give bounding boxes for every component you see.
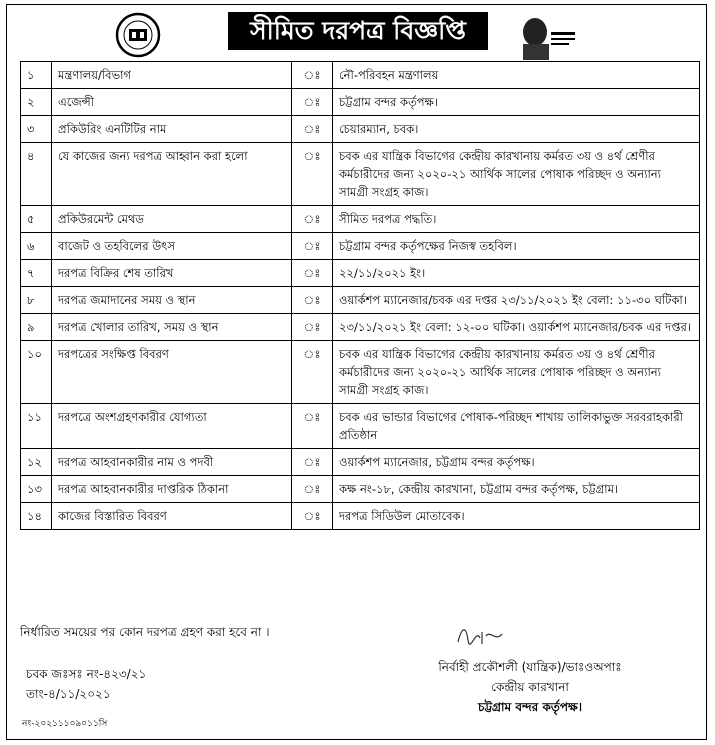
reference-number: নং-২০২১১১০৯০১১সি (22, 719, 108, 729)
memo-number: চবক জঃসঃ নং-৪২৩/২১ (26, 667, 147, 681)
row-value: কক্ষ নং-১৮, কেন্দ্রীয় কারখানা, চট্টগ্রাম বন্দর কর্তৃপক্ষ, চট্টগ্রাম। (333, 476, 700, 503)
portrait-image (515, 8, 579, 60)
row-value: ২২/১১/২০২১ ইং। (333, 260, 700, 287)
row-number: ১১ (21, 404, 52, 449)
table-row (21, 116, 700, 143)
signatory-office: কেন্দ্রীয় কারখানা (491, 680, 569, 694)
row-field: দরপত্র খোলার তারিখ, সময় ও স্থান (52, 314, 292, 341)
table-row (21, 449, 700, 476)
table-row (21, 503, 700, 530)
row-field: দরপত্র আহবানকারীর দাপ্তরিক ঠিকানা (52, 476, 292, 503)
row-colon: ঃ (292, 287, 333, 314)
row-field: দরপত্র জমাদানের সময় ও স্থান (52, 287, 292, 314)
signatory-block (380, 657, 680, 717)
row-value: দরপত্র সিডিউল মোতাবেক। (333, 503, 700, 530)
row-value: ওয়ার্কশপ ম্যানেজার, চট্টগ্রাম বন্দর কর্তৃপক্ষ। (333, 449, 700, 476)
row-field: যে কাজের জন্য দরপত্র আহ্বান করা হলো (52, 143, 292, 206)
row-number: ১৩ (21, 476, 52, 503)
notice-title: সীমিত দরপত্র বিজ্ঞপ্তি (228, 12, 488, 50)
row-number: ১০ (21, 341, 52, 404)
row-colon: ঃ (292, 89, 333, 116)
row-number: ৯ (21, 314, 52, 341)
signatory-organization: চট্টগ্রাম বন্দর কর্তৃপক্ষ। (478, 700, 582, 714)
table-row (21, 260, 700, 287)
row-value: সীমিত দরপত্র পদ্ধতি। (333, 206, 700, 233)
row-value: ওয়ার্কশপ ম্যানেজার/চবক এর দপ্তর ২৩/১১/২০২১ ইং বেলা: ১১-৩০ ঘটিকা। (333, 287, 700, 314)
table-row (21, 206, 700, 233)
table-row (21, 233, 700, 260)
row-colon: ঃ (292, 314, 333, 341)
row-colon: ঃ (292, 260, 333, 287)
memo-date: তাং-৪/১১/২০২১ (26, 687, 111, 701)
row-colon: ঃ (292, 62, 333, 89)
row-number: ১২ (21, 449, 52, 476)
row-value: নৌ-পরিবহন মন্ত্রণালয় (333, 62, 700, 89)
table-row (21, 62, 700, 89)
row-number: ১ (21, 62, 52, 89)
row-field: প্রকিউরমেন্ট মেথড (52, 206, 292, 233)
row-value: চট্টগ্রাম বন্দর কর্তৃপক্ষ। (333, 89, 700, 116)
row-field: দরপত্রের সংক্ষিপ্ত বিবরণ (52, 341, 292, 404)
row-colon: ঃ (292, 404, 333, 449)
signature-image (452, 622, 512, 648)
row-colon: ঃ (292, 206, 333, 233)
row-field: দরপত্রে অংশগ্রহণকারীর যোগ্যতা (52, 404, 292, 449)
row-field: এজেন্সী (52, 89, 292, 116)
row-value: চবক এর ভান্ডার বিভাগের পোষাক-পরিচ্ছদ শাখায় তালিকাভুক্ত সরবরাহকারী প্রতিষ্ঠান (333, 404, 700, 449)
table-row (21, 404, 700, 449)
row-value: চট্টগ্রাম বন্দর কর্তৃপক্ষের নিজস্ব তহবিল। (333, 233, 700, 260)
table-row (21, 287, 700, 314)
table-row (21, 314, 700, 341)
row-number: ৬ (21, 233, 52, 260)
row-number: ৩ (21, 116, 52, 143)
row-colon: ঃ (292, 476, 333, 503)
memo-block (26, 664, 146, 704)
table-row (21, 143, 700, 206)
row-colon: ঃ (292, 233, 333, 260)
row-number: ১৪ (21, 503, 52, 530)
row-value: চবক এর যান্ত্রিক বিভাগের কেন্দ্রীয় কারখানায় কর্মরত ৩য় ও ৪র্থ শ্রেণীর কর্মচারীদের জন্য ২০২০-২১ আর্থিক সালের পোষাক পরিচ্ছদ ও অন্যান্য সামগ্রী সংগ্রহ কাজ। (333, 341, 700, 404)
row-colon: ঃ (292, 449, 333, 476)
row-field: বাজেট ও তহবিলের উৎস (52, 233, 292, 260)
row-colon: ঃ (292, 503, 333, 530)
row-colon: ঃ (292, 143, 333, 206)
table-row (21, 89, 700, 116)
table-row (21, 341, 700, 404)
row-number: ৭ (21, 260, 52, 287)
row-field: প্রকিউরিং এনটিটির নাম (52, 116, 292, 143)
row-field: দরপত্র আহবানকারীর নাম ও পদবী (52, 449, 292, 476)
row-number: ৮ (21, 287, 52, 314)
row-colon: ঃ (292, 116, 333, 143)
port-authority-logo (115, 12, 161, 58)
tender-table (20, 61, 700, 530)
signatory-designation: নির্বাহী প্রকৌশলী (যান্ত্রিক)/ভাঃওঅপাঃ (438, 660, 622, 674)
row-number: ৫ (21, 206, 52, 233)
table-row (21, 476, 700, 503)
row-field: দরপত্র বিক্রির শেষ তারিখ (52, 260, 292, 287)
row-field: কাজের বিস্তারিত বিবরণ (52, 503, 292, 530)
row-value: চবক এর যান্ত্রিক বিভাগের কেন্দ্রীয় কারখানায় কর্মরত ৩য় ও ৪র্থ শ্রেণীর কর্মচারীদের জন্য ২০২০-২১ আর্থিক সালের পোষাক পরিচ্ছদ ও অন্যান্য সামগ্রী সংগ্রহ কাজ। (333, 143, 700, 206)
row-value: ২৩/১১/২০২১ ইং বেলা: ১২-০০ ঘটিকা। ওয়ার্কশপ ম্যানেজার/চবক এর দপ্তর। (333, 314, 700, 341)
row-field: মন্ত্রণালয়/বিভাগ (52, 62, 292, 89)
row-colon: ঃ (292, 341, 333, 404)
deadline-note: নির্ধারিত সময়ের পর কোন দরপত্র গ্রহণ করা হবে না । (20, 625, 270, 639)
row-number: ৪ (21, 143, 52, 206)
row-number: ২ (21, 89, 52, 116)
row-value: চেয়ারম্যান, চবক। (333, 116, 700, 143)
